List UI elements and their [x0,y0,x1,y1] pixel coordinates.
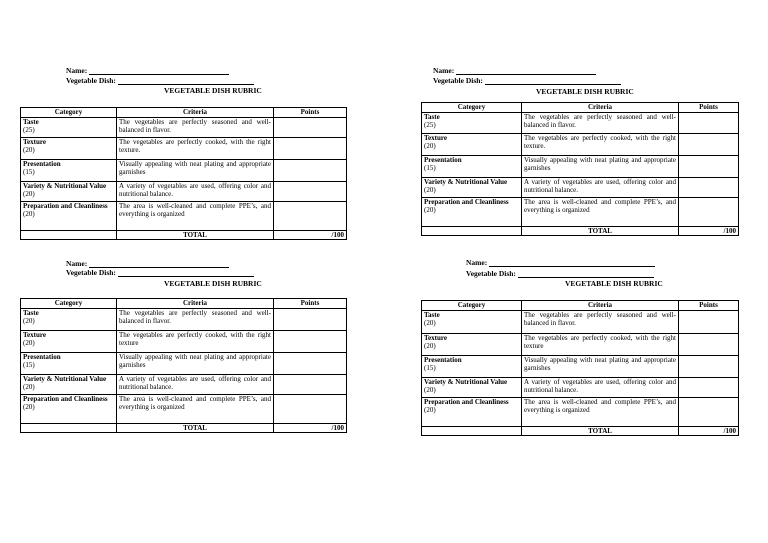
points-input-cell[interactable] [679,156,739,178]
table-row [422,198,739,227]
category-cell [21,202,117,231]
col-points-header: Points [679,301,739,311]
dish-label: Vegetable Dish: [66,76,116,85]
table-row [21,309,347,331]
category-name: Preparation and Cleanliness [23,202,108,210]
criteria-cell: Visually appealing with neat plating and appropriate garnishes [117,353,274,375]
rubric-title: VEGETABLE DISH RUBRIC [565,279,663,288]
category-weight: (25) [424,121,436,129]
name-field[interactable] [466,258,655,267]
table-row [21,138,347,160]
table-row [422,178,739,198]
category-cell [422,113,522,134]
table-header-row [21,299,347,309]
col-category-header: Category [422,301,522,311]
category-name: Texture [424,334,447,342]
category-cell [21,118,117,138]
total-label: TOTAL [522,427,679,436]
col-criteria-header: Criteria [522,301,679,311]
total-row [21,231,347,240]
category-name: Presentation [424,156,462,164]
criteria-cell: The vegetables are perfectly seasoned and well-balanced in flavor. [522,311,679,334]
table-row [422,378,739,398]
criteria-cell: Visually appealing with neat plating and appropriate garnishes [522,156,679,178]
dish-blank-line[interactable] [518,270,654,278]
table-row [21,182,347,202]
criteria-cell: The vegetables are perfectly cooked, with the right texture [117,331,274,353]
category-cell [422,198,522,227]
col-criteria-header: Criteria [522,103,679,113]
points-input-cell[interactable] [679,134,739,156]
col-category-header: Category [21,299,117,309]
criteria-cell: The vegetables are perfectly seasoned and well-balanced in flavor. [522,113,679,134]
category-weight: (20) [424,342,436,350]
name-blank-line[interactable] [89,67,229,75]
table-row [422,156,739,178]
category-weight: (20) [424,319,436,327]
table-row [21,331,347,353]
name-label: Name: [66,259,88,268]
category-cell [422,311,522,334]
category-name: Texture [23,331,46,339]
total-label: TOTAL [117,231,274,240]
name-field[interactable] [66,259,229,268]
name-blank-line[interactable] [89,260,229,268]
category-cell [21,138,117,160]
criteria-cell: A variety of vegetables are used, offering color and nutritional balance. [522,378,679,398]
rubric-table [421,300,739,436]
total-row [21,424,347,433]
table-row [21,395,347,424]
category-cell [422,156,522,178]
category-cell [422,398,522,427]
table-header-row [21,108,347,118]
rubric-title: VEGETABLE DISH RUBRIC [164,279,262,288]
category-cell [21,331,117,353]
name-blank-line[interactable] [489,259,655,267]
dish-field[interactable] [66,268,254,277]
category-weight: (20) [424,386,436,394]
total-label: TOTAL [117,424,274,433]
dish-blank-line[interactable] [485,77,621,85]
total-max-score[interactable]: /100 [679,427,739,436]
category-weight: (15) [424,164,436,172]
category-cell [21,182,117,202]
table-header-row [422,301,739,311]
category-weight: (20) [424,142,436,150]
category-weight: (20) [424,406,436,414]
category-name: Presentation [424,356,462,364]
rubric-table [421,102,739,236]
category-name: Variety & Nutritional Value [23,375,107,383]
points-input-cell[interactable] [679,334,739,356]
category-weight: (15) [424,364,436,372]
name-field[interactable] [66,66,229,75]
total-row [422,427,739,436]
category-weight: (20) [23,403,35,411]
table-row [422,113,739,134]
criteria-cell: The vegetables are perfectly seasoned and well-balanced in flavor. [117,309,274,331]
points-input-cell[interactable] [679,113,739,134]
points-input-cell[interactable] [679,178,739,198]
dish-label: Vegetable Dish: [466,269,516,278]
points-input-cell[interactable] [274,202,347,231]
category-name: Preparation and Cleanliness [23,395,108,403]
points-input-cell[interactable] [274,118,347,138]
category-cell [21,160,117,182]
category-name: Taste [424,311,440,319]
total-max-score[interactable]: /100 [274,424,347,433]
category-weight: (20) [23,383,35,391]
points-input-cell[interactable] [679,378,739,398]
table-row [21,118,347,138]
col-category-header: Category [21,108,117,118]
category-weight: (15) [23,168,35,176]
category-name: Texture [23,138,46,146]
category-weight: (20) [23,210,35,218]
category-name: Taste [424,113,440,121]
total-blank-cell [21,424,117,433]
category-weight: (20) [23,339,35,347]
points-input-cell[interactable] [274,138,347,160]
name-blank-line[interactable] [456,67,596,75]
points-input-cell[interactable] [274,182,347,202]
category-name: Variety & Nutritional Value [23,182,107,190]
category-cell [21,395,117,424]
rubric-title: VEGETABLE DISH RUBRIC [536,87,634,96]
category-name: Variety & Nutritional Value [424,178,508,186]
rubric-table [20,298,347,433]
category-name: Texture [424,134,447,142]
category-cell [21,353,117,375]
points-input-cell[interactable] [679,311,739,334]
dish-blank-line[interactable] [118,269,254,277]
points-input-cell[interactable] [274,309,347,331]
category-name: Presentation [23,160,61,168]
criteria-cell: A variety of vegetables are used, offering color and nutritional balance. [117,375,274,395]
points-input-cell[interactable] [274,353,347,375]
table-row [21,202,347,231]
category-name: Variety & Nutritional Value [424,378,508,386]
total-label: TOTAL [522,227,679,236]
name-field[interactable] [433,66,596,75]
category-name: Presentation [23,353,61,361]
category-weight: (20) [23,317,35,325]
points-input-cell[interactable] [679,356,739,378]
dish-field[interactable] [66,76,254,85]
table-row [21,353,347,375]
criteria-cell: The vegetables are perfectly cooked, with the right texture [522,334,679,356]
category-cell [422,334,522,356]
category-weight: (20) [424,186,436,194]
table-row [422,134,739,156]
total-blank-cell [21,231,117,240]
category-name: Taste [23,118,39,126]
criteria-cell: The vegetables are perfectly cooked, with the right texture. [117,138,274,160]
col-category-header: Category [422,103,522,113]
col-criteria-header: Criteria [117,108,274,118]
category-cell [422,378,522,398]
category-name: Preparation and Cleanliness [424,198,509,206]
dish-blank-line[interactable] [118,77,254,85]
total-row [422,227,739,236]
dish-field[interactable] [433,76,621,85]
points-input-cell[interactable] [274,160,347,182]
table-row [422,356,739,378]
category-weight: (15) [23,361,35,369]
criteria-cell: A variety of vegetables are used, offering color and nutritional balance. [117,182,274,202]
col-points-header: Points [679,103,739,113]
points-input-cell[interactable] [274,331,347,353]
category-cell [422,178,522,198]
criteria-cell: The area is well-cleaned and complete PPE’s, and everything is organized [522,398,679,427]
rubric-title: VEGETABLE DISH RUBRIC [164,86,262,95]
criteria-cell: The area is well-cleaned and complete PPE’s, and everything is organized [522,198,679,227]
category-weight: (20) [424,206,436,214]
criteria-cell: Visually appealing with neat plating and appropriate garnishes [117,160,274,182]
points-input-cell[interactable] [679,198,739,227]
category-weight: (25) [23,126,35,134]
table-header-row [422,103,739,113]
name-label: Name: [466,258,488,267]
dish-label: Vegetable Dish: [66,268,116,277]
points-input-cell[interactable] [274,395,347,424]
total-max-score[interactable]: /100 [274,231,347,240]
total-max-score[interactable]: /100 [679,227,739,236]
col-points-header: Points [274,299,347,309]
name-label: Name: [433,66,455,75]
category-cell [422,356,522,378]
table-row [422,334,739,356]
table-row [21,160,347,182]
col-criteria-header: Criteria [117,299,274,309]
total-blank-cell [422,427,522,436]
category-name: Taste [23,309,39,317]
name-label: Name: [66,66,88,75]
col-points-header: Points [274,108,347,118]
criteria-cell: The vegetables are perfectly cooked, with the right texture. [522,134,679,156]
category-cell [21,375,117,395]
dish-label: Vegetable Dish: [433,76,483,85]
rubric-table [20,107,347,240]
table-row [422,398,739,427]
category-weight: (20) [23,146,35,154]
criteria-cell: Visually appealing with neat plating and appropriate garnishes [522,356,679,378]
criteria-cell: The area is well-cleaned and complete PPE’s, and everything is organized [117,395,274,424]
total-blank-cell [422,227,522,236]
table-row [422,311,739,334]
category-cell [21,309,117,331]
criteria-cell: The vegetables are perfectly seasoned and well-balanced in flavor. [117,118,274,138]
points-input-cell[interactable] [274,375,347,395]
dish-field[interactable] [466,269,654,278]
category-weight: (20) [23,190,35,198]
points-input-cell[interactable] [679,398,739,427]
criteria-cell: A variety of vegetables are used, offering color and nutritional balance. [522,178,679,198]
criteria-cell: The area is well-cleaned and complete PPE’s, and everything is organized [117,202,274,231]
table-row [21,375,347,395]
category-cell [422,134,522,156]
category-name: Preparation and Cleanliness [424,398,509,406]
